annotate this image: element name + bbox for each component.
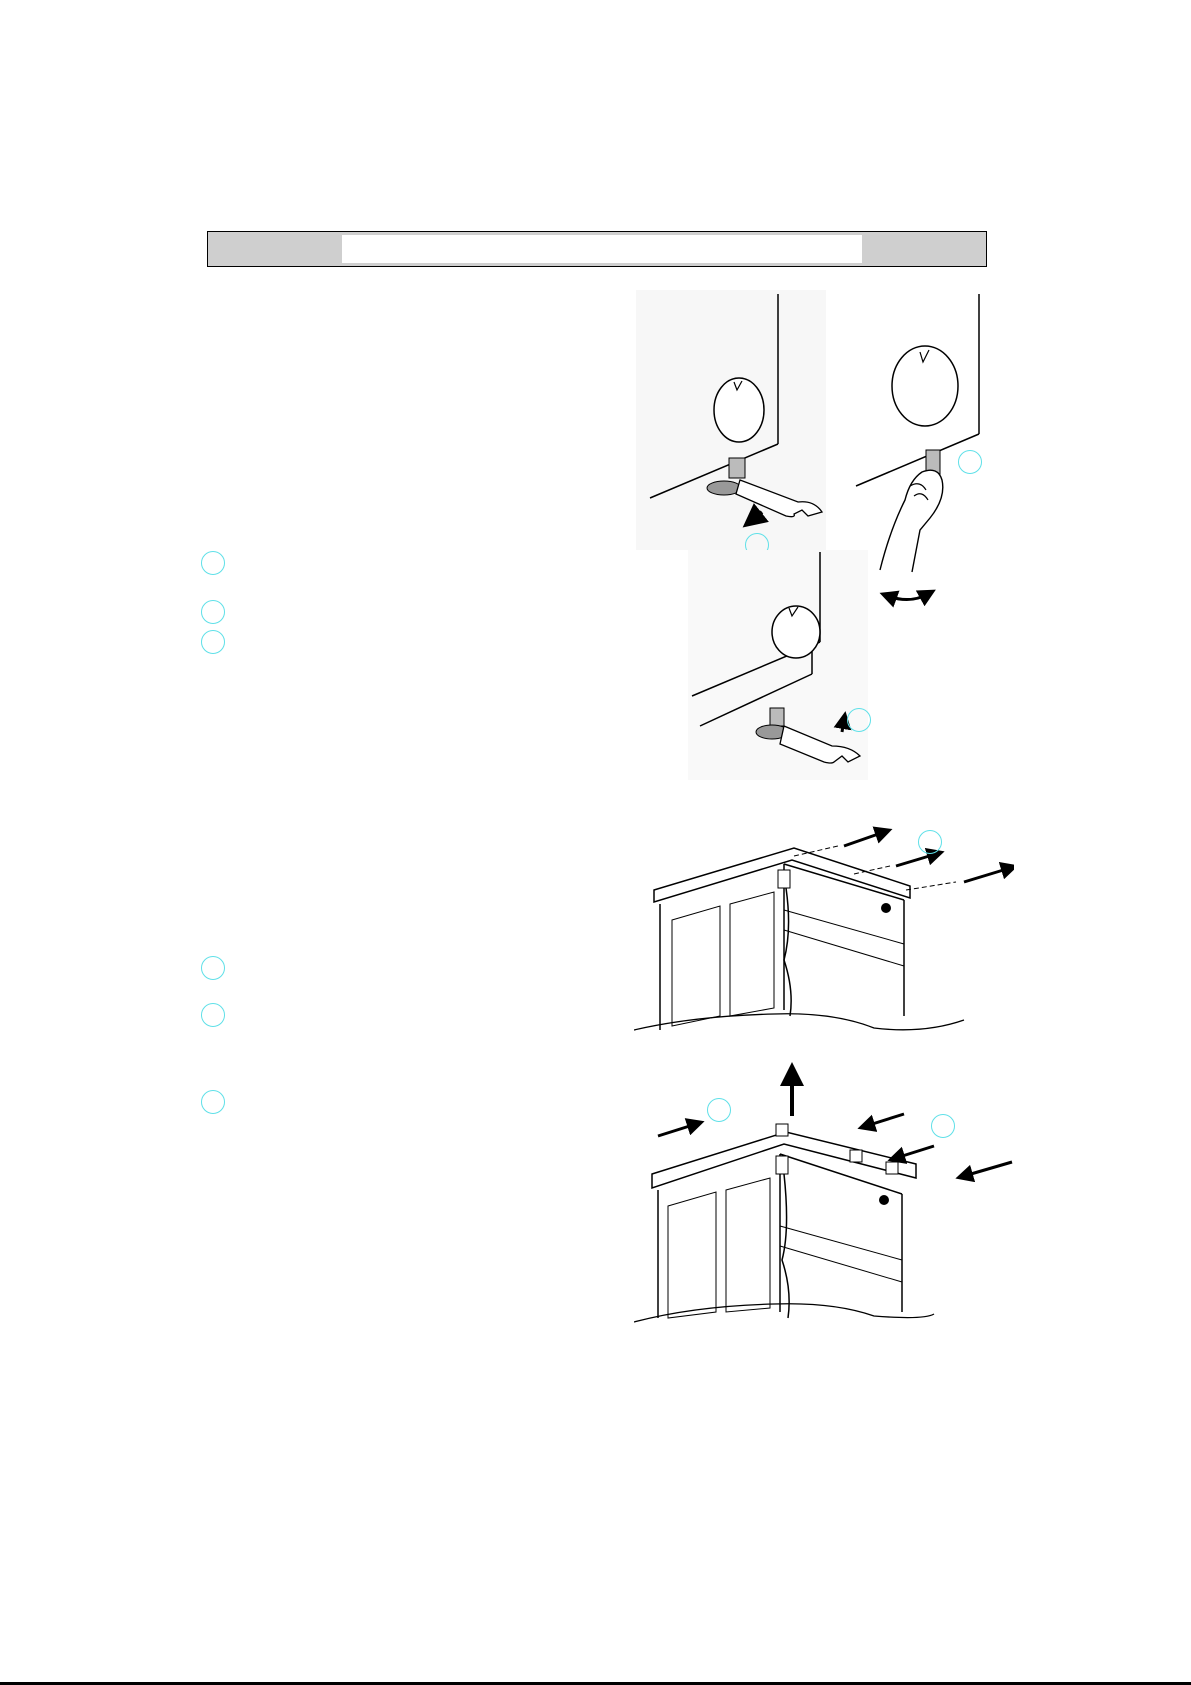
step-marker-6 [201,1090,225,1114]
step-marker-2 [201,600,225,624]
figure-marker-6 [931,1114,955,1138]
step-marker-3 [201,630,225,654]
step-marker-5 [201,1003,225,1027]
foot-lock-illustration [688,550,868,780]
worktop-refit-illustration [634,1050,1014,1330]
figure-marker-5 [707,1098,731,1122]
figure-marker-2 [958,450,982,474]
worktop-screws-removal-illustration [634,820,1014,1040]
section-header-bar [207,231,987,267]
figure-marker-4 [918,830,942,854]
step-marker-4 [201,956,225,980]
figure-marker-3 [847,708,871,732]
step-marker-1 [201,551,225,575]
section-title [342,235,862,263]
foot-wrench-illustration [636,290,826,550]
